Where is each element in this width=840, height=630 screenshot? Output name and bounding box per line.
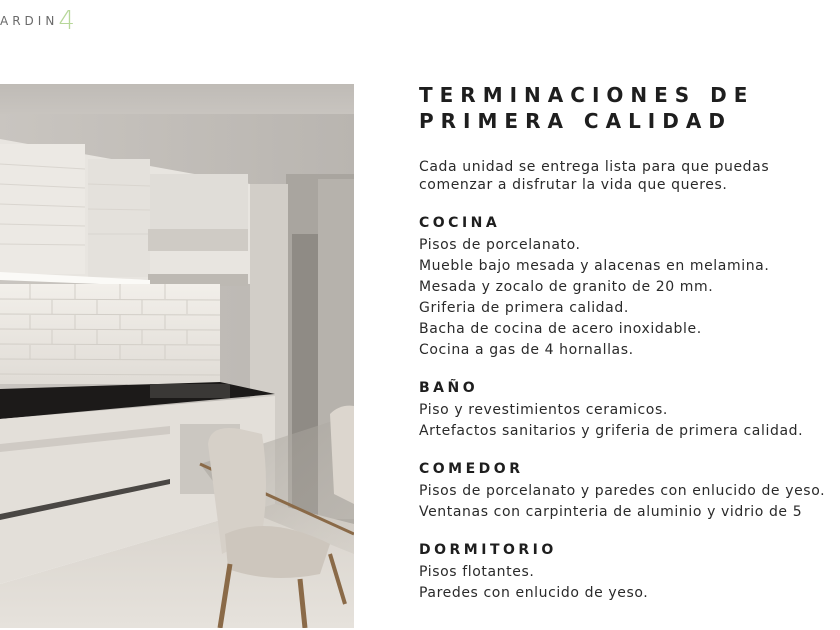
list-item: Cocina a gas de 4 hornallas. — [419, 342, 634, 358]
list-item: Griferia de primera calidad. — [419, 300, 629, 316]
section-title: COMEDOR — [419, 461, 524, 477]
section-title: COCINA — [419, 215, 501, 231]
list-item: Bacha de cocina de acero inoxidable. — [419, 321, 702, 337]
list-item: Piso y revestimientos ceramicos. — [419, 402, 668, 418]
finishes-content — [419, 82, 840, 604]
section-title: BAÑO — [419, 380, 479, 396]
brand-logo — [0, 6, 75, 36]
list-item: Pisos de porcelanato y paredes con enlucido de yeso. — [419, 483, 826, 499]
kitchen-render-image — [0, 84, 354, 628]
section-cocina — [419, 214, 840, 361]
title-line-1: TERMINACIONES DE — [419, 83, 755, 107]
intro-line-2: comenzar a disfrutar la vida que queres. — [419, 177, 728, 193]
title-line-2: PRIMERA CALIDAD — [419, 109, 732, 133]
intro-line-1: Cada unidad se entrega lista para que puedas — [419, 159, 770, 175]
logo-number: 4 — [58, 6, 75, 36]
page-title — [419, 82, 840, 134]
list-item: Mesada y zocalo de granito de 20 mm. — [419, 279, 714, 295]
section-dormitorio — [419, 541, 840, 604]
list-item: Paredes con enlucido de yeso. — [419, 585, 649, 601]
list-item: Pisos flotantes. — [419, 564, 535, 580]
list-item: Pisos de porcelanato. — [419, 237, 581, 253]
logo-text: ARDIN — [0, 14, 59, 28]
section-title: DORMITORIO — [419, 542, 557, 558]
list-item: Mueble bajo mesada y alacenas en melamina. — [419, 258, 770, 274]
intro-paragraph — [419, 158, 840, 194]
section-comedor — [419, 460, 840, 523]
section-bano — [419, 379, 840, 442]
list-item: Artefactos sanitarios y griferia de primera calidad. — [419, 423, 804, 439]
list-item: Ventanas con carpinteria de aluminio y vidrio de 5 — [419, 504, 803, 520]
